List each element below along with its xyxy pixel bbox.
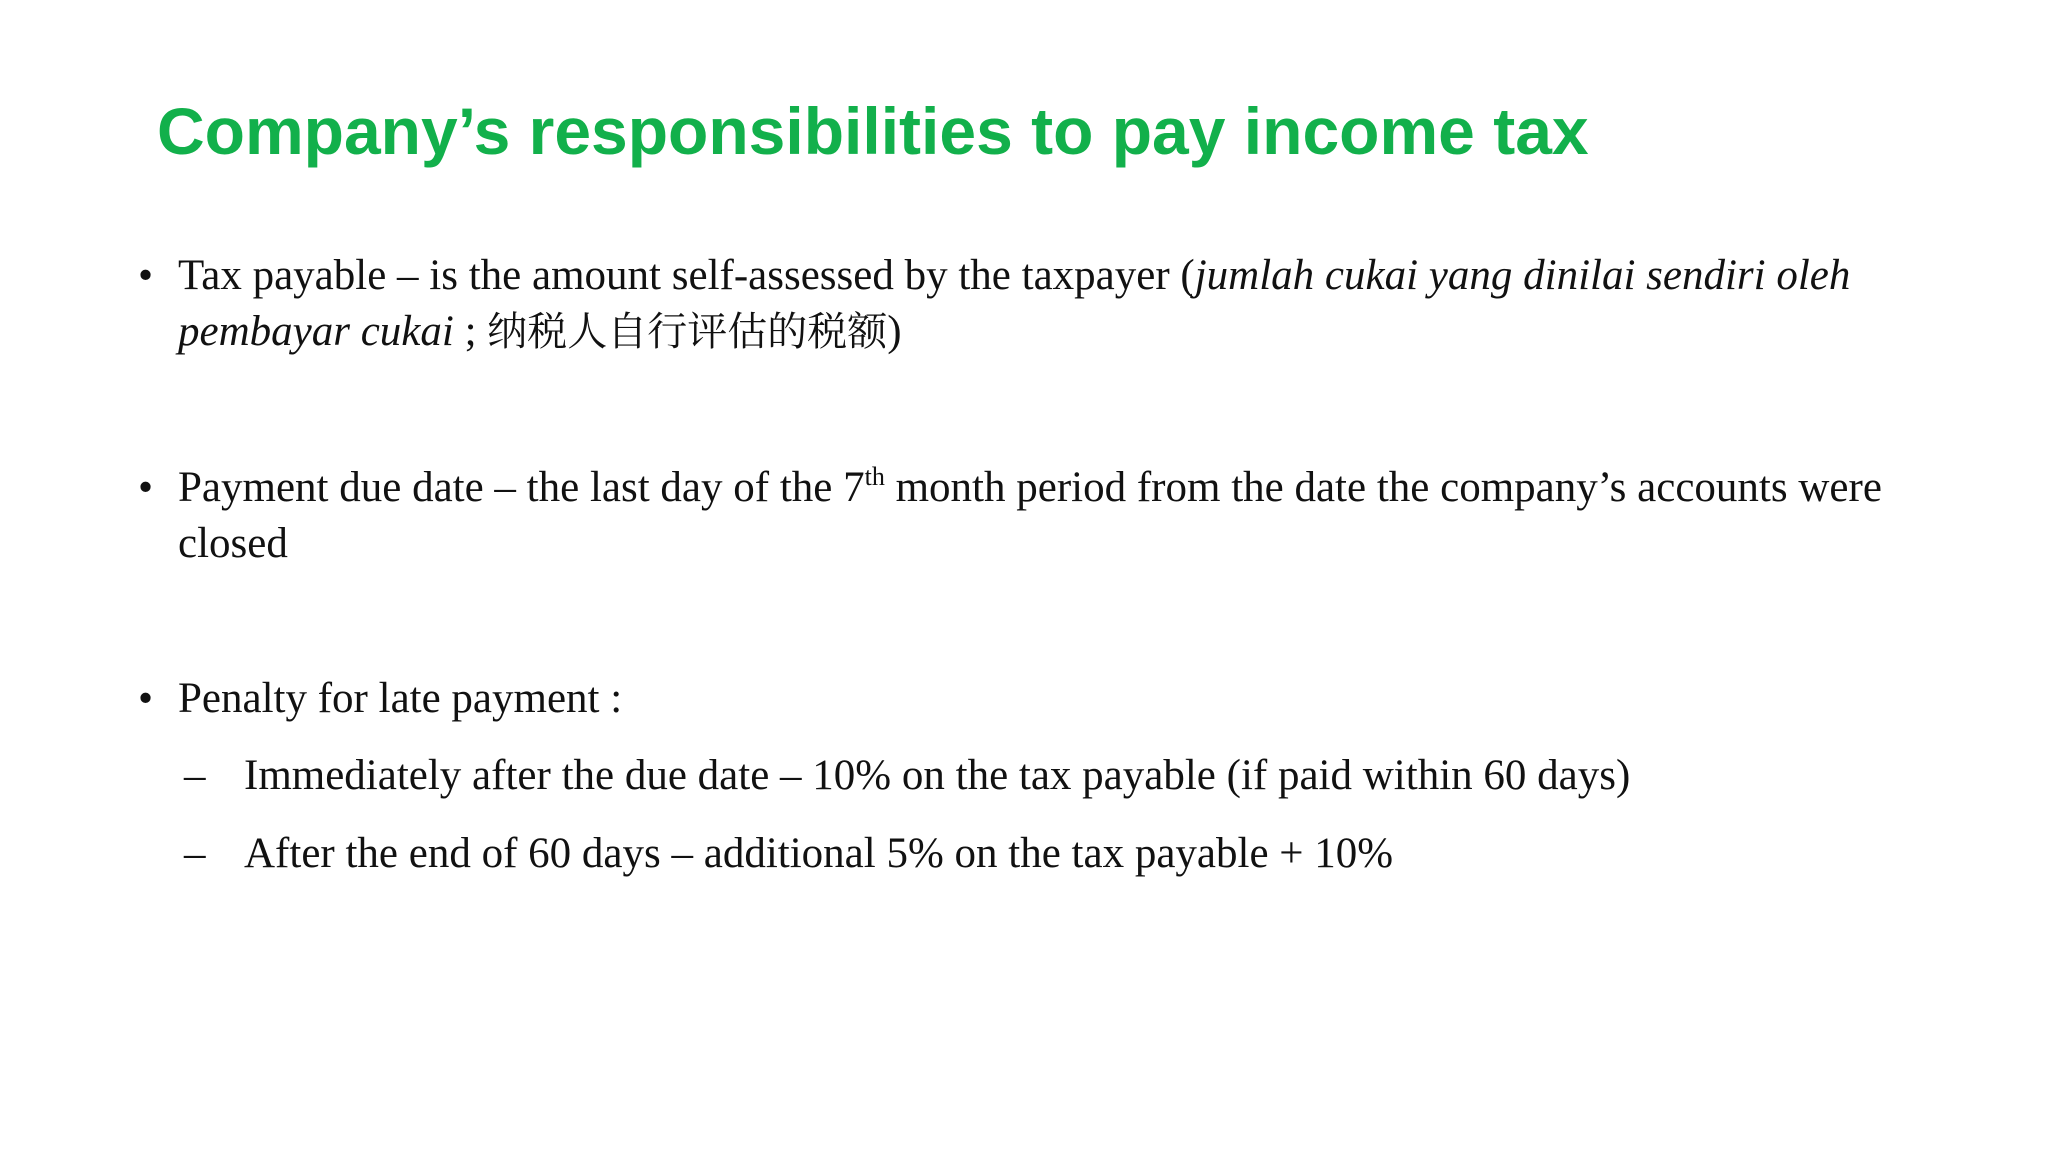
bullet-payment-due-date — [138, 460, 1968, 572]
bullet-text — [178, 248, 1968, 360]
bullet-text-italic-malay: jumlah cukai yang dinilai sendiri oleh pembayar cukai — [178, 252, 1851, 355]
superscript-th: th — [864, 462, 885, 491]
bullet-dot: • — [138, 675, 154, 722]
subitem-after-60-days — [184, 826, 1984, 882]
bullet-dot: • — [138, 252, 154, 299]
bullet-text-main: Payment due date – the last day of the 7 — [178, 464, 865, 511]
subitem-immediately — [184, 748, 1984, 804]
sub-dash: – — [184, 830, 206, 877]
bullet-text-main: Tax payable – is the amount self-assessed by the taxpayer ( — [178, 252, 1195, 299]
subitem-text: Immediately after the due date – 10% on the tax payable (if paid within 60 days) — [244, 752, 1631, 799]
bullet-penalty — [138, 671, 1968, 727]
bullet-text-chinese: 纳税人自行评估的税额 — [487, 309, 888, 355]
bullet-tax-payable — [138, 248, 1968, 360]
bullet-dot: • — [138, 464, 154, 511]
slide-title: Company’s responsibilities to pay income tax — [157, 94, 1589, 168]
bullet-text — [178, 460, 1968, 572]
bullet-text: Penalty for late payment : — [178, 675, 623, 722]
subitem-text: After the end of 60 days – additional 5% on the tax payable + 10% — [244, 830, 1394, 877]
bullet-text-separator: ; — [453, 308, 488, 355]
bullet-text-close: ) — [887, 308, 902, 355]
bullet-text-rest: month period from the date the company’s accounts were closed — [178, 464, 1882, 567]
sub-dash: – — [184, 752, 206, 799]
